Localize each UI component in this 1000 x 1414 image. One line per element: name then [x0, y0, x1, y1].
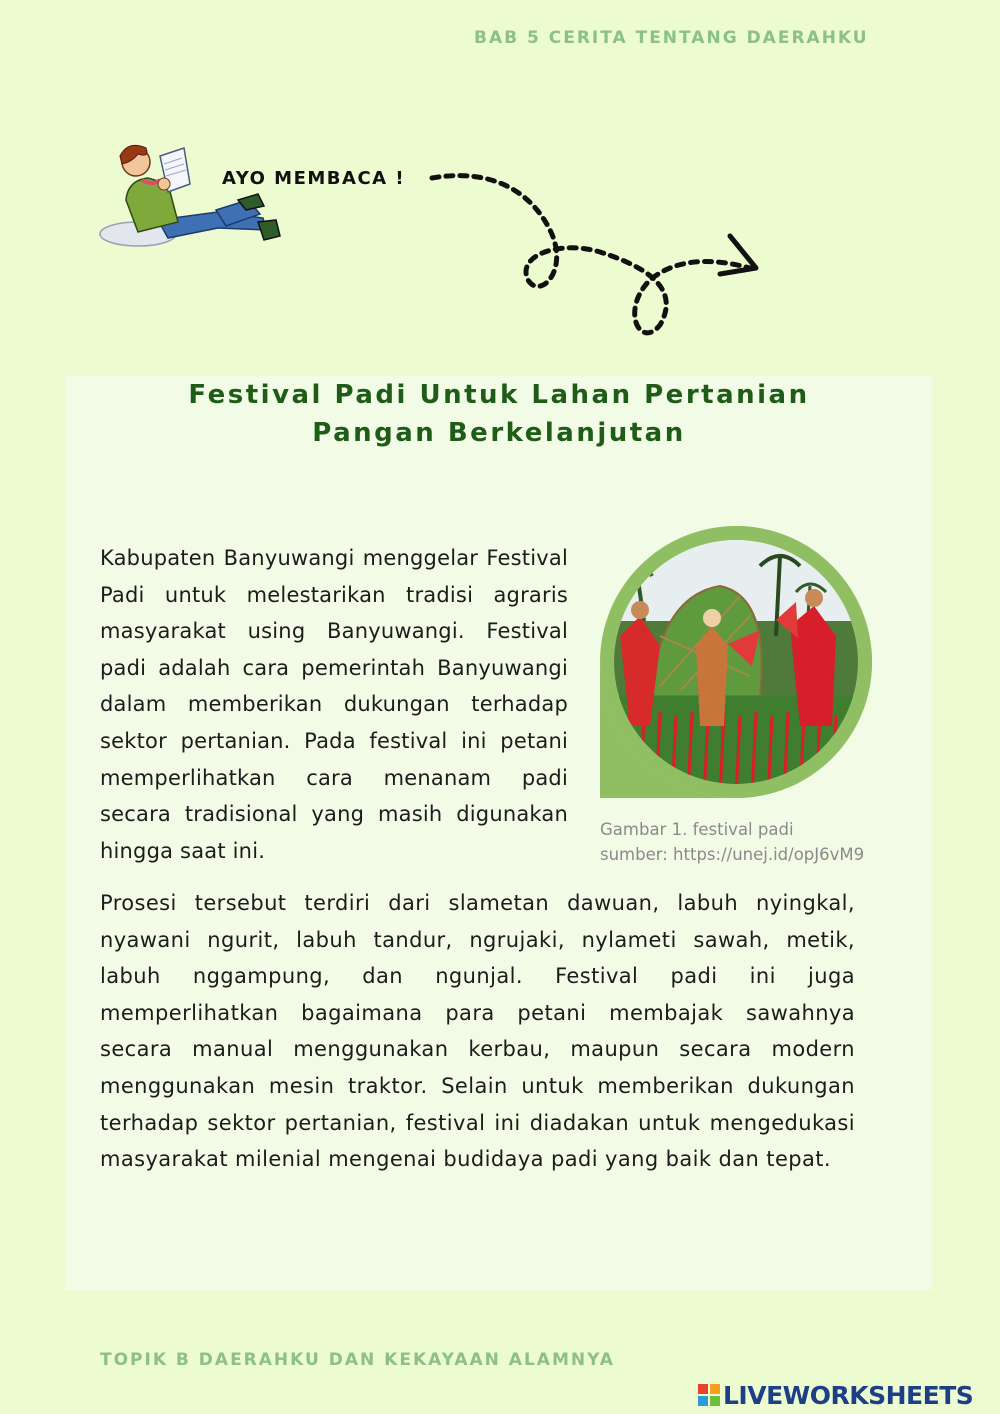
ayo-membaca-label: AYO MEMBACA !	[222, 168, 406, 189]
caption-source: sumber: https://unej.id/opJ6vM9	[600, 845, 865, 864]
article-title-line-1: Festival Padi Untuk Lahan Pertanian	[188, 380, 810, 410]
topic-footer: TOPIK B DAERAHKU DAN KEKAYAAN ALAMNYA	[100, 1350, 615, 1370]
caption-title: Gambar 1. festival padi	[600, 820, 794, 839]
article-title-line-2: Pangan Berkelanjutan	[312, 418, 686, 448]
festival-photo	[600, 526, 872, 798]
liveworksheets-brand: LIVEWORKSHEETS	[723, 1380, 974, 1410]
article-card	[66, 376, 932, 1290]
article-paragraph-2: Prosesi tersebut terdiri dari slametan dawuan, labuh nyingkal, nyawani ngurit, labuh tandur, ngrujaki, nylameti sawah, metik, labuh nggampung, dan ngunjal. Festival padi ini juga memperlihatkan bagaimana para petani membajak sawahnya secara manual menggunakan kerbau, maupun secara modern menggunakan mesin traktor. Selain untuk memberikan dukungan terhadap sektor pertanian, festival ini diadakan untuk mengedukasi masyarakat milenial mengenai budidaya padi yang baik dan tepat.	[100, 891, 855, 1172]
figure-caption	[600, 817, 920, 867]
liveworksheets-watermark[interactable]	[698, 1380, 973, 1410]
article-paragraph-1: Kabupaten Banyuwangi menggelar Festival Padi untuk melestarikan tradisi agraris masyarakat using Banyuwangi. Festival padi adalah cara pemerintah Banyuwangi dalam memberikan dukungan terhadap sektor pertanian. Pada festival ini petani memperlihatkan cara menanam padi secara tradisional yang masih digunakan hingga saat ini.	[100, 546, 568, 863]
liveworksheets-logo-icon	[698, 1384, 720, 1406]
article-title	[66, 376, 932, 452]
reading-boy-illustration	[98, 140, 288, 252]
dotted-arrow-decoration	[420, 160, 770, 360]
chapter-heading: BAB 5 CERITA TENTANG DAERAHKU	[474, 28, 869, 48]
